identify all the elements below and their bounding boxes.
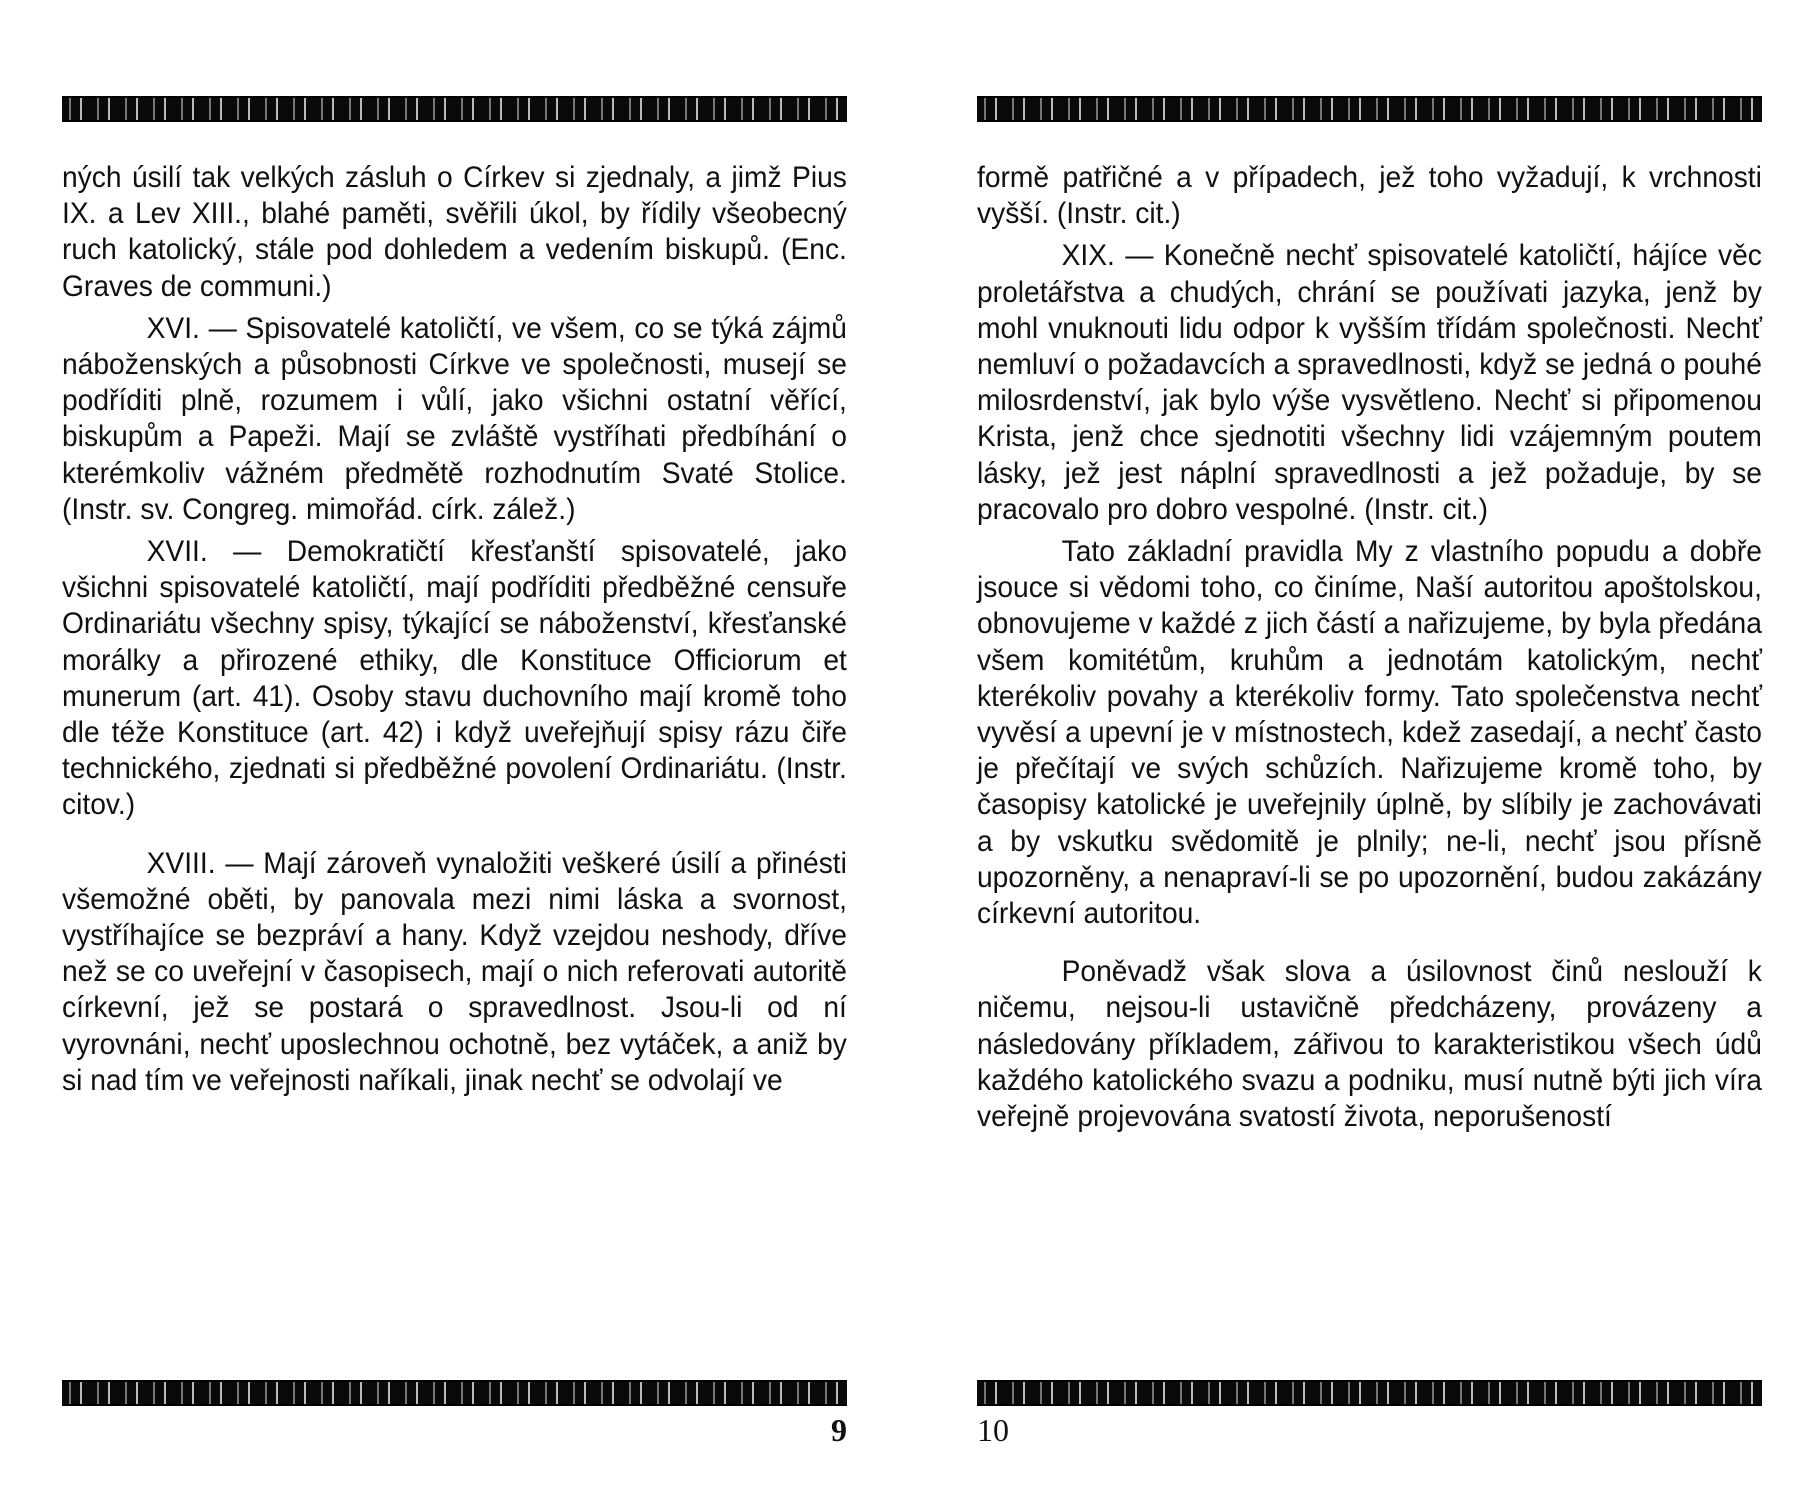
paragraph: XVII. — Demokratičtí křesťanští spisovatelé, jako všichni spisovatelé katoličtí, mají podříditi předběžné censuře Ordinariátu všechny spisy, týkající se náboženství, křesťanské morálky a přirozené ethiky, dle Konstituce Officiorum et munerum (art. 41). Osoby stavu duchovního mají kromě toho dle téže Konstituce (art. 42) i když uveřejňují spisy rázu čiře technického, zjednati si předběžné povolení Ordinariátu. (Instr. citov.): [62, 535, 847, 822]
right-page: [977, 0, 1762, 1500]
decorative-border-bottom: [977, 1380, 1762, 1406]
decorative-border-top: [62, 96, 847, 122]
paragraph: formě patřičné a v případech, jež toho vyžadují, k vrchnosti vyšší. (Instr. cit.): [977, 161, 1762, 231]
left-page-text: [62, 160, 847, 1099]
decorative-border-top: [977, 96, 1762, 122]
right-page-text: [977, 160, 1762, 1135]
paragraph: XIX. — Konečně nechť spisovatelé katoličtí, hájíce věc proletářstva a chudých, chrání se používati jazyka, jenž by mohl vnuknouti lidu odpor k vyšším třídám společnosti. Nechť nemluví o požadavcích a spravedlnosti, když se jedná o pouhé milosrdenství, jak bylo výše vysvětleno. Nechť si připomenou Krista, jenž chce sjednotiti všechny lidi vzájemným poutem lásky, jež jest náplní spravedlnosti a jež požaduje, by se pracovalo pro dobro vespolné. (Instr. cit.): [977, 239, 1762, 526]
paragraph: Poněvadž však slova a úsilovnost činů neslouží k ničemu, nejsou-li ustavičně předcházeny, provázeny a následovány příkladem, zářivou to karakteristikou všech údů každého katolického svazu a podniku, musí nutně býti jich víra veřejně projevována svatostí života, neporušeností: [977, 955, 1762, 1134]
left-page: [62, 0, 847, 1500]
page-number: 9: [831, 1412, 847, 1448]
paragraph: Tato základní pravidla My z vlastního popudu a dobře jsouce si vědomi toho, co činíme, Naší autoritou apoštolskou, obnovujeme v každé z jich částí a nařizujeme, by byla předána všem komitétům, kruhům a jednotám katolickým, nechť kterékoliv povahy a kterékoliv formy. Tato společenstva nechť vyvěsí a upevní je v místnostech, kdež zasedají, a nechť často je přečítají ve svých schůzích. Nařizujeme kromě toho, by časopisy katolické je uveřejnily úplně, by slíbily je zachovávati a by vskutku svědomitě je plnily; ne-li, nechť jsou přísně upozorněny, a nenapraví-li se po upozornění, budou zakázány církevní autoritou.: [977, 535, 1762, 931]
page-number: 10: [977, 1412, 1009, 1448]
paragraph: XVI. — Spisovatelé katoličtí, ve všem, co se týká zájmů náboženských a působnosti Církve ve společnosti, musejí se podříditi plně, rozumem i vůlí, jako všichni ostatní věřící, biskupům a Papeži. Mají se zvláště vystříhati předbíhání o kterémkoliv vážném předmětě rozhodnutím Svaté Stolice. (Instr. sv. Congreg. mimořád. círk. zálež.): [62, 311, 847, 526]
paragraph: XVIII. — Mají zároveň vynaložiti veškeré úsilí a přinésti všemožné oběti, by panovala mezi nimi láska a svornost, vystříhajíce se bezpráví a hany. Když vzejdou neshody, dříve než se co uveřejní v časopisech, mají o nich referovati autoritě církevní, jež se postará o spravedlnost. Jsou-li od ní vyrovnáni, nechť uposlechnou ochotně, bez vytáček, a aniž by si nad tím ve veřejnosti naříkali, jinak nechť se odvolají ve: [62, 846, 847, 1097]
decorative-border-bottom: [62, 1380, 847, 1406]
paragraph: ných úsilí tak velkých zásluh o Církev si zjednaly, a jimž Pius IX. a Lev XIII., blahé paměti, svěřili úkol, by řídily všeobecný ruch katolický, stále pod dohledem a vedením biskupů. (Enc. Graves de communi.): [62, 161, 847, 303]
